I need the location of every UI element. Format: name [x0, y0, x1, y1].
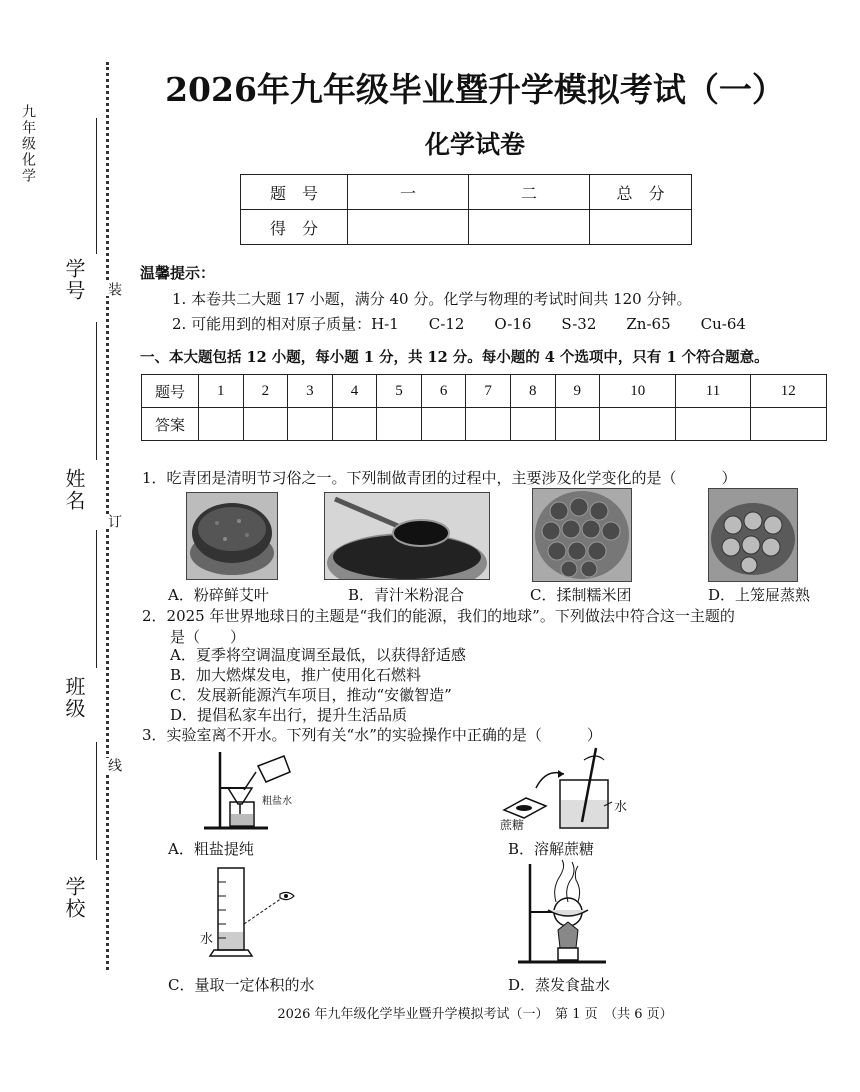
score-cell [590, 210, 692, 245]
margin-line-2 [96, 322, 97, 460]
page-title: 2026年九年级毕业暨升学模拟考试（一） [165, 70, 785, 109]
question-number: 2 [243, 375, 288, 408]
answer-cell[interactable] [377, 408, 422, 441]
tip-item: 1. 本卷共二大题 17 小题，满分 40 分。化学与物理的考试时间共 120 分钟。 [172, 290, 692, 308]
answer-cell[interactable] [750, 408, 826, 441]
tips-heading: 温馨提示： [140, 264, 216, 282]
answer-cell[interactable] [421, 408, 466, 441]
answer-cell[interactable] [332, 408, 377, 441]
answer-row-label: 题号 [142, 375, 199, 408]
answer-cell[interactable] [555, 408, 600, 441]
q3-option-c: C．量取一定体积的水 [168, 976, 315, 994]
score-cell [348, 210, 469, 245]
answer-cell[interactable] [466, 408, 511, 441]
answer-cell[interactable] [510, 408, 555, 441]
margin-line-3 [96, 530, 97, 668]
question-number: 8 [510, 375, 555, 408]
mugwort-illustration [187, 493, 277, 579]
diagram-graduated-cylinder [196, 862, 306, 962]
q1-option-d: D．上笼屉蒸熟 [708, 586, 811, 604]
question-number: 1 [199, 375, 244, 408]
class-label: 班级 [62, 676, 86, 720]
q1-option-c: C．揉制糯米团 [530, 586, 632, 604]
answer-cell[interactable] [288, 408, 333, 441]
spoon-bowl-illustration [325, 493, 489, 579]
question-number: 10 [600, 375, 676, 408]
question-2-stem-cont: 是（ ） [170, 628, 246, 646]
name-label: 姓名 [62, 468, 86, 512]
photo-rice-dough-balls [532, 488, 632, 582]
rice-balls-illustration [533, 489, 631, 581]
score-cell: 二 [469, 175, 590, 210]
question-number: 5 [377, 375, 422, 408]
q2-option-c: C．发展新能源汽车项目，推动“安徽智造” [170, 686, 452, 704]
question-number: 9 [555, 375, 600, 408]
question-number: 4 [332, 375, 377, 408]
answer-cell[interactable] [600, 408, 676, 441]
photo-mugwort-powder [186, 492, 278, 580]
question-number: 7 [466, 375, 511, 408]
school-label: 学校 [62, 876, 86, 920]
label-water-c: 水 [200, 932, 214, 947]
question-1-stem: 1．吃青团是清明节习俗之一。下列制做青团的过程中，主要涉及化学变化的是（ ） [142, 469, 737, 487]
diagram-filtration [200, 742, 310, 834]
tip-item: 2. 可能用到的相对原子质量：H-1 C-12 O-16 S-32 Zn-65 Cu-64 [172, 315, 746, 333]
score-cell [469, 210, 590, 245]
question-number: 12 [750, 375, 826, 408]
q2-option-b: B．加大燃煤发电，推广使用化石燃料 [170, 666, 422, 684]
student-id-label: 学号 [62, 258, 86, 302]
score-cell: 一 [348, 175, 469, 210]
answer-cell[interactable] [199, 408, 244, 441]
q1-option-b: B．青汁米粉混合 [348, 586, 465, 604]
score-cell: 题 号 [241, 175, 348, 210]
answer-cell[interactable] [676, 408, 750, 441]
q1-option-a: A．粉碎鲜艾叶 [168, 586, 269, 604]
steamer-illustration [709, 489, 797, 581]
score-table [240, 174, 692, 245]
answer-label: 答案 [142, 408, 199, 441]
question-number: 3 [288, 375, 333, 408]
section1-heading: 一、本大题包括 12 小题，每小题 1 分，共 12 分。每小题的 4 个选项中，只有 1 个符合题意。 [140, 349, 769, 366]
margin-top-label: 九年级化学 [20, 104, 36, 184]
bind-mark-zhuang: 装 [106, 282, 122, 296]
page-subtitle: 化学试卷 [424, 130, 525, 159]
label-salt-water: 粗盐水 [262, 796, 292, 807]
q2-option-a: A．夏季将空调温度调至最低，以获得舒适感 [170, 646, 466, 664]
bind-mark-xian: 线 [106, 758, 122, 772]
q3-option-a: A．粗盐提纯 [168, 840, 254, 858]
score-cell: 总 分 [590, 175, 692, 210]
question-number: 11 [676, 375, 750, 408]
q3-option-d: D．蒸发食盐水 [508, 976, 611, 994]
question-2-stem: 2．2025 年世界地球日的主题是“我们的能源，我们的地球”。下列做法中符合这一主题的 [142, 607, 735, 625]
margin-line-1 [96, 118, 97, 254]
photo-green-juice-mixing [324, 492, 490, 580]
score-cell: 得 分 [241, 210, 348, 245]
q2-option-d: D．提倡私家车出行，提升生活品质 [170, 706, 408, 724]
q3-option-b: B．溶解蔗糖 [508, 840, 595, 858]
page-footer: 2026 年九年级化学毕业暨升学模拟考试（一） 第 1 页 （共 6 页） [277, 1007, 673, 1022]
diagram-evaporation [516, 858, 616, 970]
question-3-stem: 3．实验室离不开水。下列有关“水”的实验操作中正确的是（ ） [142, 726, 602, 744]
photo-steamer [708, 488, 798, 582]
answer-table [141, 374, 827, 441]
bind-mark-ding: 订 [106, 514, 122, 528]
margin-line-4 [96, 742, 97, 860]
label-water-b: 水 [614, 800, 628, 815]
label-sugar: 蔗糖 [500, 818, 525, 832]
answer-cell[interactable] [243, 408, 288, 441]
question-number: 6 [421, 375, 466, 408]
